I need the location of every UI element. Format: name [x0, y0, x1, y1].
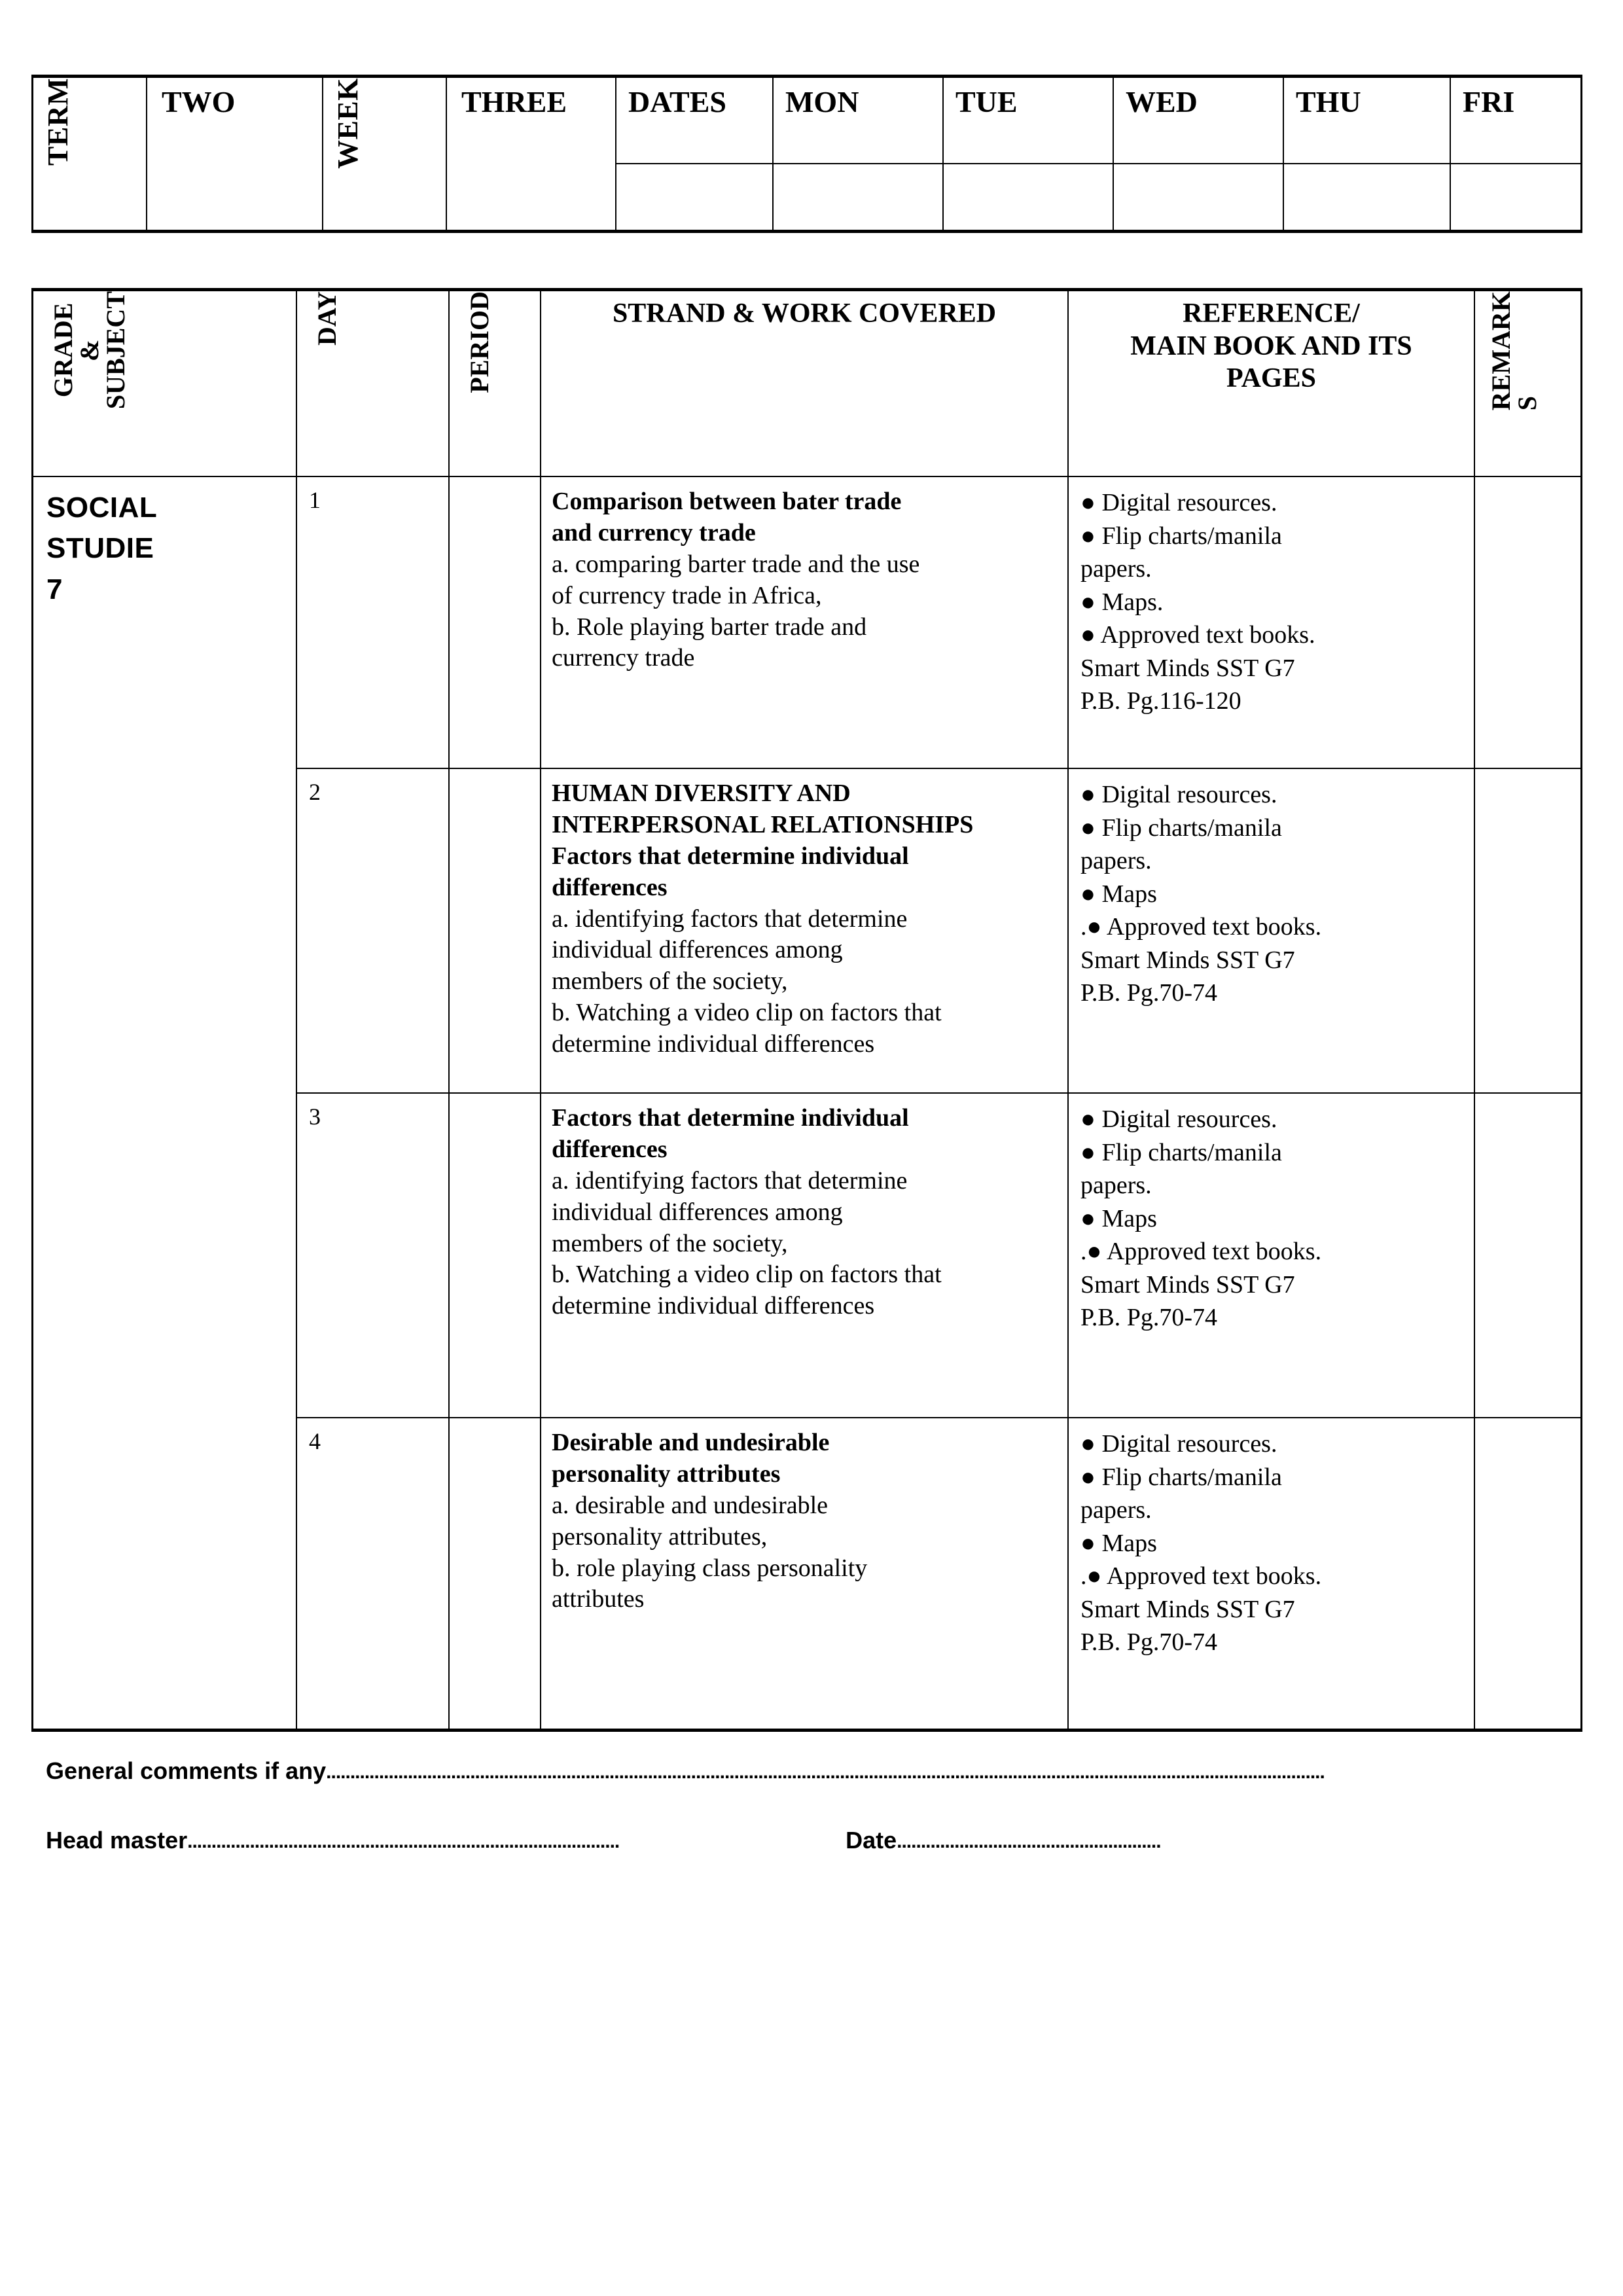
reference-line: papers.	[1080, 1496, 1152, 1524]
strand-body-line: members of the society,	[552, 1229, 788, 1257]
reference-cell[interactable]	[1068, 1418, 1474, 1731]
reference-line: ● Flip charts/manila	[1080, 522, 1282, 550]
tue-entry-cell[interactable]	[943, 164, 1113, 232]
day-header-wed	[1113, 77, 1283, 164]
reference-line: ● Flip charts/manila	[1080, 814, 1282, 842]
strand-body-line: b. role playing class personality	[552, 1554, 868, 1582]
strand-title-line: HUMAN DIVERSITY AND	[552, 780, 851, 807]
date-input[interactable]: .......................................................	[897, 1832, 1161, 1852]
reference-line: .● Approved text books.	[1080, 1238, 1322, 1266]
reference-line: papers.	[1080, 1172, 1152, 1200]
term-table-header-row	[33, 77, 1582, 164]
strand-title-line: differences	[552, 1135, 668, 1163]
grade-subject-line1: SOCIAL	[46, 492, 158, 524]
reference-line: Smart Minds SST G7	[1080, 946, 1295, 974]
reference-line: Smart Minds SST G7	[1080, 1270, 1295, 1299]
subject-word: SUBJECT	[101, 291, 130, 410]
day-cell[interactable]	[296, 1093, 449, 1418]
dates-entry-cell[interactable]	[616, 164, 773, 232]
reference-cell[interactable]	[1068, 476, 1474, 768]
strand-body-line: personality attributes,	[552, 1522, 768, 1551]
strand-body-line: b. Watching a video clip on factors that	[552, 999, 942, 1027]
strand-cell[interactable]	[541, 1093, 1068, 1418]
reference-line: ● Approved text books.	[1080, 621, 1315, 649]
day-header-fri	[1450, 77, 1582, 164]
header-strand-label: STRAND & WORK COVERED	[612, 298, 997, 329]
reference-line: P.B. Pg.70-74	[1080, 1304, 1218, 1332]
header-reference-line3: PAGES	[1226, 363, 1316, 394]
day-label-mon: MON	[785, 85, 859, 118]
reference-line: ● Flip charts/manila	[1080, 1463, 1282, 1491]
strand-body-line: of currency trade in Africa,	[552, 581, 822, 609]
reference-line: P.B. Pg.70-74	[1080, 1628, 1218, 1657]
day-label-wed: WED	[1126, 85, 1198, 118]
day-header-tue	[943, 77, 1113, 164]
day-value: 2	[309, 779, 321, 805]
dates-header-cell	[616, 77, 773, 164]
header-grade-subject-label	[50, 291, 129, 409]
header-period	[449, 290, 541, 477]
dates-label: DATES	[628, 85, 726, 118]
term-label-cell	[33, 77, 147, 232]
remarks-word-wrap: S	[1512, 395, 1542, 411]
reference-line: ● Digital resources.	[1080, 1430, 1277, 1458]
amp-word: &	[75, 339, 104, 361]
period-cell[interactable]	[449, 1093, 541, 1418]
table-row	[33, 476, 1582, 768]
reference-line: ● Digital resources.	[1080, 489, 1277, 516]
head-master-label: Head master	[46, 1827, 188, 1854]
strand-title-line: Factors that determine individual	[552, 842, 909, 870]
day-label-fri: FRI	[1463, 85, 1515, 118]
day-value: 3	[309, 1103, 321, 1130]
head-master-date-row	[46, 1827, 1571, 1854]
reference-line: .● Approved text books.	[1080, 1562, 1322, 1590]
mon-entry-cell[interactable]	[773, 164, 943, 232]
general-comments-input[interactable]: ................................................................................................................................................................................................................	[326, 1763, 1325, 1782]
wed-entry-cell[interactable]	[1113, 164, 1283, 232]
strand-body-line: a. identifying factors that determine	[552, 1166, 908, 1194]
head-master-input[interactable]: ..........................................................................................	[187, 1832, 620, 1852]
strand-title-line: Factors that determine individual	[552, 1104, 909, 1132]
day-label-thu: THU	[1296, 85, 1361, 118]
strand-body-line: a. desirable and undesirable	[552, 1491, 829, 1519]
day-value: 1	[309, 487, 321, 513]
strand-body-line: a. identifying factors that determine	[552, 905, 908, 933]
reference-line: Smart Minds SST G7	[1080, 654, 1295, 682]
week-value: THREE	[461, 85, 567, 118]
grade-subject-line2: STUDIE	[46, 532, 154, 565]
strand-body-line: a. comparing barter trade and the use	[552, 550, 920, 578]
lesson-table-header-row	[33, 290, 1582, 477]
term-value-cell[interactable]	[147, 77, 323, 232]
header-reference	[1068, 290, 1474, 477]
reference-line: P.B. Pg.70-74	[1080, 979, 1218, 1007]
reference-line: P.B. Pg.116-120	[1080, 687, 1241, 715]
header-grade-subject	[33, 290, 297, 477]
day-cell[interactable]	[296, 768, 449, 1093]
header-day-label: DAY	[312, 291, 342, 346]
term-week-table	[31, 75, 1582, 233]
general-comments-row	[46, 1757, 1571, 1785]
strand-title-line: INTERPERSONAL RELATIONSHIPS	[552, 810, 974, 838]
strand-body-line: members of the society,	[552, 967, 788, 996]
header-day	[296, 290, 449, 477]
strand-title-line: personality attributes	[552, 1460, 781, 1488]
header-reference-line2: MAIN BOOK AND ITS	[1130, 331, 1412, 361]
grade-subject-line3: 7	[46, 573, 63, 605]
week-value-cell[interactable]	[446, 77, 616, 232]
strand-title-line: Desirable and undesirable	[552, 1429, 830, 1456]
reference-line: ● Maps	[1080, 880, 1157, 908]
lesson-plan-table	[31, 288, 1582, 1732]
strand-body-line: determine individual differences	[552, 1030, 875, 1058]
thu-entry-cell[interactable]	[1283, 164, 1450, 232]
remarks-cell[interactable]	[1474, 476, 1582, 768]
reference-line: papers.	[1080, 847, 1152, 875]
header-strand	[541, 290, 1068, 477]
strand-body-line: currency trade	[552, 644, 695, 672]
day-cell[interactable]	[296, 476, 449, 768]
strand-cell[interactable]	[541, 476, 1068, 768]
day-label-tue: TUE	[955, 85, 1018, 118]
header-period-label: PERIOD	[465, 291, 494, 393]
term-value: TWO	[162, 85, 236, 118]
strand-title-line: Comparison between bater trade	[552, 488, 902, 515]
strand-body-line: b. Role playing barter trade and	[552, 613, 867, 641]
remarks-cell[interactable]	[1474, 1418, 1582, 1731]
footer-signature-block	[46, 1757, 1571, 1896]
period-cell[interactable]	[449, 768, 541, 1093]
reference-line: ● Flip charts/manila	[1080, 1138, 1282, 1166]
day-header-mon	[773, 77, 943, 164]
reference-cell[interactable]	[1068, 768, 1474, 1093]
reference-line: Smart Minds SST G7	[1080, 1595, 1295, 1623]
header-remarks	[1474, 290, 1582, 477]
reference-line: ● Maps	[1080, 1204, 1157, 1232]
reference-line: .● Approved text books.	[1080, 913, 1322, 941]
reference-line: ● Maps.	[1080, 588, 1164, 616]
remarks-cell[interactable]	[1474, 768, 1582, 1093]
remarks-cell[interactable]	[1474, 1093, 1582, 1418]
period-cell[interactable]	[449, 476, 541, 768]
strand-title-line: and currency trade	[552, 518, 756, 547]
fri-entry-cell[interactable]	[1450, 164, 1582, 232]
strand-body-line: individual differences among	[552, 1198, 843, 1226]
reference-line: ● Digital resources.	[1080, 781, 1277, 808]
header-reference-line1: REFERENCE/	[1183, 298, 1360, 329]
strand-body-line: individual differences among	[552, 936, 843, 964]
strand-cell[interactable]	[541, 768, 1068, 1093]
grade-subject-cell[interactable]	[33, 476, 297, 1731]
term-label: TERM	[42, 78, 74, 166]
header-remarks-label	[1488, 291, 1541, 410]
strand-body-line: determine individual differences	[552, 1292, 875, 1320]
day-cell[interactable]	[296, 1418, 449, 1731]
date-label: Date	[846, 1827, 897, 1854]
strand-body-line: attributes	[552, 1585, 645, 1613]
general-comments-label: General comments if any	[46, 1757, 327, 1784]
period-cell[interactable]	[449, 1418, 541, 1731]
day-value: 4	[309, 1428, 321, 1454]
grade-word: GRADE	[48, 302, 78, 398]
strand-cell[interactable]	[541, 1418, 1068, 1731]
reference-line: papers.	[1080, 555, 1152, 583]
reference-cell[interactable]	[1068, 1093, 1474, 1418]
day-header-thu	[1283, 77, 1450, 164]
reference-line: ● Digital resources.	[1080, 1105, 1277, 1133]
week-label-cell	[323, 77, 446, 232]
remarks-word: REMARK	[1486, 291, 1516, 411]
week-label: WEEK	[332, 78, 364, 169]
strand-title-line: differences	[552, 873, 668, 901]
strand-body-line: b. Watching a video clip on factors that	[552, 1261, 942, 1289]
reference-line: ● Maps	[1080, 1529, 1157, 1557]
